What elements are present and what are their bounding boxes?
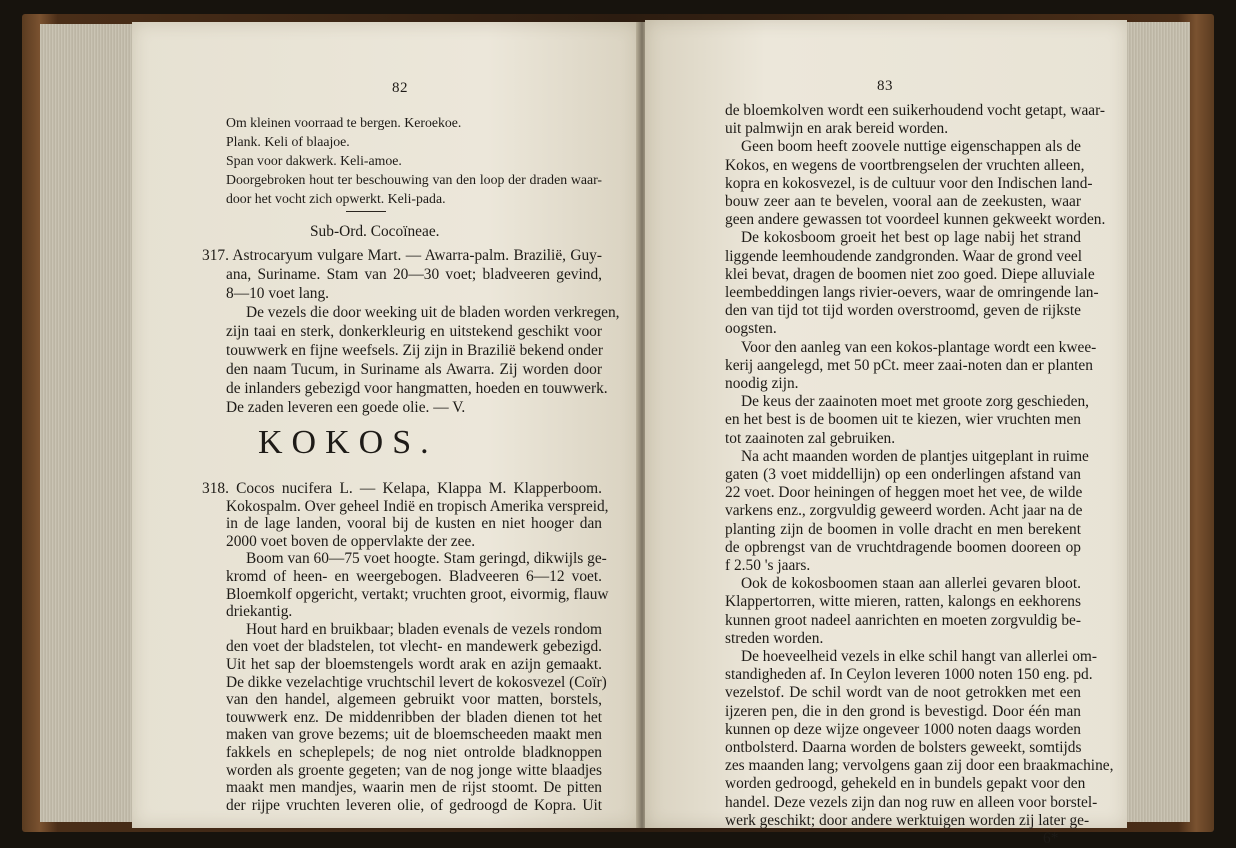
- text-line: worden gedroogd, gehekeld en in bundels gepakt voor den: [725, 775, 1086, 793]
- text-line-content: Plank. Keli of blaajoe.: [226, 134, 350, 149]
- entry-318-line: Boom van 60—75 voet hoogte. Stam geringd, dikwijls ge-: [246, 550, 607, 568]
- entry-317-line: De vezels die door weeking uit de bladen worden verkregen,: [246, 304, 620, 321]
- text-line: zes maanden lang; vervolgens gaan zij door een braakmachine,: [725, 757, 1114, 775]
- entry-317-line: De zaden leveren een goede olie. — V.: [226, 399, 466, 416]
- text-line: standigheden af. In Ceylon leveren 1000 noten 150 eng. pd.: [725, 666, 1093, 684]
- text-line: klei bevat, dragen de boomen niet zoo goed. Diepe alluviale: [725, 265, 1095, 283]
- text-line: [226, 189, 446, 208]
- text-line-content: Span voor dakwerk. Keli-amoe.: [226, 153, 402, 168]
- text-line: de bloemkolven wordt een suikerhoudend vocht getapt, waar-: [725, 102, 1106, 119]
- entry-317-line: touwwerk en fijne weefsels. Zij zijn in Brazilië bekend onder: [226, 342, 603, 359]
- entry-318-line: De dikke vezelachtige vruchtschil levert de kokosvezel (Coïr): [226, 673, 607, 691]
- text-line: ontbolsterd. Daarna worden de bolsters geweekt, somtijds: [725, 739, 1082, 756]
- text-line-content: door het vocht zich opwerkt. Keli-pada.: [226, 191, 446, 206]
- entry-318-line: driekantig.: [226, 603, 293, 621]
- entry-318-line: worden als groente gegeten; van de nog jonge witte blaadjes: [226, 761, 602, 779]
- text-line: uit palmwijn en arak bereid worden.: [725, 120, 949, 138]
- entry-317-line: den naam Tucum, in Suriname als Awarra. Zij worden door: [226, 361, 602, 378]
- entry-318-line: Uit het sap der bloemstengels wordt arak en azijn gemaakt.: [226, 656, 602, 673]
- text-line: De hoeveelheid vezels in elke schil hangt van allerlei om-: [741, 648, 1097, 665]
- text-line: varkens enz., zorgvuldig geweerd worden. Acht jaar na de: [725, 502, 1083, 520]
- entry-317-line: zijn taai en sterk, donkerkleurig en uitstekend geschikt voor: [226, 323, 602, 340]
- text-line-content: Om kleinen voorraad te bergen. Keroekoe.: [226, 115, 462, 130]
- text-line: f 2.50 's jaars.: [725, 557, 811, 574]
- entry-318-line: in de lage landen, vooral bij de kusten en niet hooger dan: [226, 515, 602, 533]
- text-line: vezelstof. De schil wordt van de noot getrokken met een: [725, 684, 1081, 702]
- text-line: [226, 132, 350, 151]
- entry-317-line: 317. Astrocaryum vulgare Mart. — Awarra-palm. Brazilië, Guy-: [202, 247, 602, 264]
- text-line: 22 voet. Door heiningen of heggen moet het vee, de wilde: [725, 484, 1083, 502]
- text-line: Klappertorren, witte mieren, ratten, kalongs en eekhorens: [725, 593, 1081, 611]
- text-line: liggende leemhoudende zandgronden. Waar de grond veel: [725, 247, 1083, 265]
- text-line-content: Doorgebroken hout ter beschouwing van den loop der draden waar-: [226, 172, 602, 187]
- text-line: noodig zijn.: [725, 375, 799, 392]
- entry-318-line: maken van grove bezems; uit de bloemscheeden maakt men: [226, 726, 602, 744]
- entry-318-line: 2000 voet boven de oppervlakte der zee.: [226, 532, 476, 550]
- page-edges-left: [40, 24, 140, 822]
- text-line: tot zaainoten zal gebruiken.: [725, 429, 896, 447]
- text-line: werk geschikt; door andere werktuigen worden zij later ge-: [725, 811, 1090, 829]
- text-line: handel. Deze vezels zijn dan nog ruw en alleen voor borstel-: [725, 793, 1098, 811]
- page-edges-right: [1120, 22, 1190, 822]
- text-line: ijzeren pen, die in den grond is bevestigd. Door één man: [725, 702, 1081, 720]
- text-line: geen andere gewassen tot voordeel kunnen gekweekt worden.: [725, 211, 1106, 229]
- entry-318-line: Kokospalm. Over geheel Indië en tropisch Amerika verspreid,: [226, 497, 609, 515]
- text-line: kunnen groot nadeel aanrichten en moeten zorgvuldig be-: [725, 611, 1081, 629]
- page-number: 82: [392, 80, 408, 96]
- text-line: den van tijd tot tijd worden overstroomd, geven de rijkste: [725, 302, 1081, 320]
- text-line: en het best is de boomen uit te kiezen, wier vruchten men: [725, 411, 1081, 429]
- entry-317-line: ana, Suriname. Stam van 20—30 voet; bladveeren gevind,: [226, 266, 602, 283]
- entry-317-line: de inlanders gebezigd voor hangmatten, hoeden en touwwerk.: [226, 380, 608, 397]
- left-page: [132, 22, 640, 828]
- text-line: [226, 170, 602, 189]
- entry-318-line: 318. Cocos nucifera L. — Kelapa, Klappa M. Klapperboom.: [202, 480, 602, 497]
- text-line: planting zijn de boomen in volle dracht en men berekent: [725, 520, 1081, 538]
- entry-318-line: der rijpe vruchten leveren olie, of gedroogd de Kopra. Uit: [226, 796, 602, 814]
- signature-mark: 6*: [1043, 830, 1059, 847]
- section-rule: [346, 211, 386, 212]
- page-number: 83: [877, 78, 893, 94]
- entry-318-line: van den handel, algemeen gebruikt voor matten, borstels,: [226, 691, 602, 709]
- text-line: [226, 151, 402, 170]
- suborder-heading: Sub-Ord. Cocoïneae.: [310, 223, 440, 240]
- text-line: [226, 113, 461, 132]
- text-line: leembeddingen langs rivier-oevers, waar de omringende lan-: [725, 284, 1099, 301]
- entry-318-line: touwwerk enz. De middenribben der bladen dienen tot het: [226, 708, 602, 726]
- section-heading-kokos: KOKOS.: [258, 424, 438, 461]
- text-line: De keus der zaainoten moet met groote zorg geschieden,: [741, 393, 1090, 411]
- text-line: De kokosboom groeit het best op lage nabij het strand: [741, 229, 1081, 247]
- text-line: streden worden.: [725, 629, 824, 647]
- text-line: kerij aangelegd, met 50 pCt. meer zaai-noten dan er planten: [725, 356, 1093, 374]
- text-line: Kokos, en wegens de voortbrengselen der vruchten alleen,: [725, 156, 1085, 174]
- entry-318-line: Bloemkolf opgericht, vertakt; vruchten groot, eivormig, flauw: [226, 585, 609, 603]
- text-line: Na acht maanden worden de plantjes uitgeplant in ruime: [741, 447, 1089, 465]
- text-line: Ook de kokosboomen staan aan allerlei gevaren bloot.: [741, 575, 1081, 593]
- entry-318-line: Hout hard en bruikbaar; bladen evenals de vezels rondom: [246, 620, 602, 638]
- entry-318-line: den voet der bladstelen, tot vlecht- en mandewerk gebezigd.: [226, 638, 602, 656]
- text-line: Voor den aanleg van een kokos-plantage wordt een kwee-: [741, 338, 1097, 356]
- text-line: de opbrengst van de vruchtdragende boomen dooreen op: [725, 538, 1081, 556]
- right-page: [645, 20, 1127, 847]
- entry-318-line: fakkels en scheplepels; de nog niet ontrolde bladknoppen: [226, 744, 602, 761]
- entry-318-line: maakt men mandjes, waarin men de rijst stoomt. De pitten: [226, 779, 602, 797]
- text-line: gaten (3 voet middellijn) op een onderlingen afstand van: [725, 466, 1081, 483]
- text-line: kunnen op deze wijze ongeveer 1000 noten daags worden: [725, 720, 1081, 738]
- text-line: bouw zeer aan te bevelen, vooral aan de zeekusten, waar: [725, 193, 1081, 210]
- text-line: kopra en kokosvezel, is de cultuur voor den Indischen land-: [725, 174, 1093, 192]
- text-line: Geen boom heeft zoovele nuttige eigenschappen als de: [741, 138, 1081, 156]
- entry-318-line: kromd of heen- en weergebogen. Bladveeren 6—12 voet.: [226, 568, 602, 585]
- entry-317-line: 8—10 voet lang.: [226, 285, 330, 302]
- text-line: oogsten.: [725, 320, 777, 338]
